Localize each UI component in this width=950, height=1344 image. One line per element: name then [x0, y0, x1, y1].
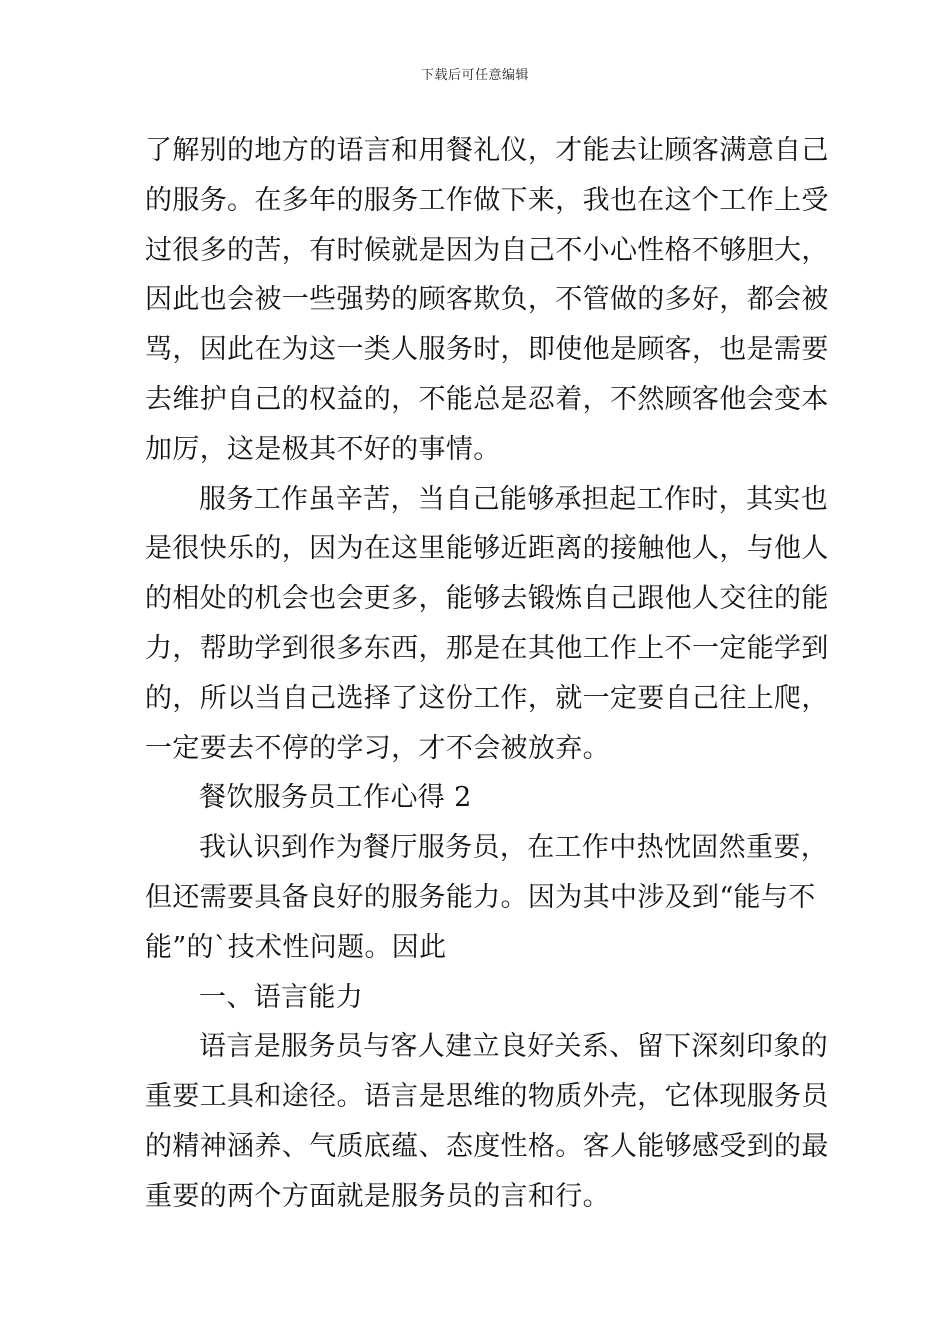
text-line: 骂，因此在为这一类人服务时，即使他是顾客，也是需要 [145, 334, 829, 366]
text-line: 力，帮助学到很多东西，那是在其他工作上不一定能学到 [145, 632, 829, 664]
text-line: 重要的两个方面就是服务员的言和行。 [145, 1180, 610, 1212]
text-line: 的精神涵养、气质底蕴、态度性格。客人能够感受到的最 [145, 1130, 829, 1162]
header-note: 下载后可任意编辑 [420, 68, 529, 83]
text-line: 是很快乐的，因为在这里能够近距离的接触他人，与他人 [145, 533, 829, 565]
document-body [145, 126, 829, 1222]
text-line: 一定要去不停的学习，才不会被放弃。 [145, 732, 610, 764]
section-heading: 餐饮服务员工作心得 2 [199, 782, 472, 814]
text-line: 过很多的苦，有时候就是因为自己不小心性格不够胆大， [145, 234, 829, 266]
text-line: 但还需要具备良好的服务能力。因为其中涉及到“能与不 [145, 881, 816, 913]
text-line: 加厉，这是极其不好的事情。 [145, 433, 501, 465]
text-line: 的服务。在多年的服务工作做下来，我也在这个工作上受 [145, 184, 829, 216]
text-line: 重要工具和途径。语言是思维的物质外壳，它体现服务员 [145, 1081, 829, 1113]
paragraph-start-line: 我认识到作为餐厅服务员，在工作中热忱固然重要， [199, 832, 829, 864]
paragraph-start-line: 服务工作虽辛苦，当自己能够承担起工作时，其实也 [199, 483, 829, 515]
text-line: 去维护自己的权益的，不能总是忍着，不然顾客他会变本 [145, 383, 829, 415]
text-line: 因此也会被一些强势的顾客欺负，不管做的多好，都会被 [145, 284, 829, 316]
text-line: 的相处的机会也会更多，能够去锻炼自己跟他人交往的能 [145, 583, 829, 615]
text-line: 的，所以当自己选择了这份工作，就一定要自己往上爬， [145, 682, 829, 714]
paragraph-start-line: 语言是服务员与客人建立良好关系、留下深刻印象的 [199, 1031, 829, 1063]
subsection-heading: 一、语言能力 [199, 981, 364, 1013]
text-line: 能”的`技术性问题。因此 [145, 931, 447, 963]
text-line: 了解别的地方的语言和用餐礼仪，才能去让顾客满意自己 [145, 135, 829, 166]
